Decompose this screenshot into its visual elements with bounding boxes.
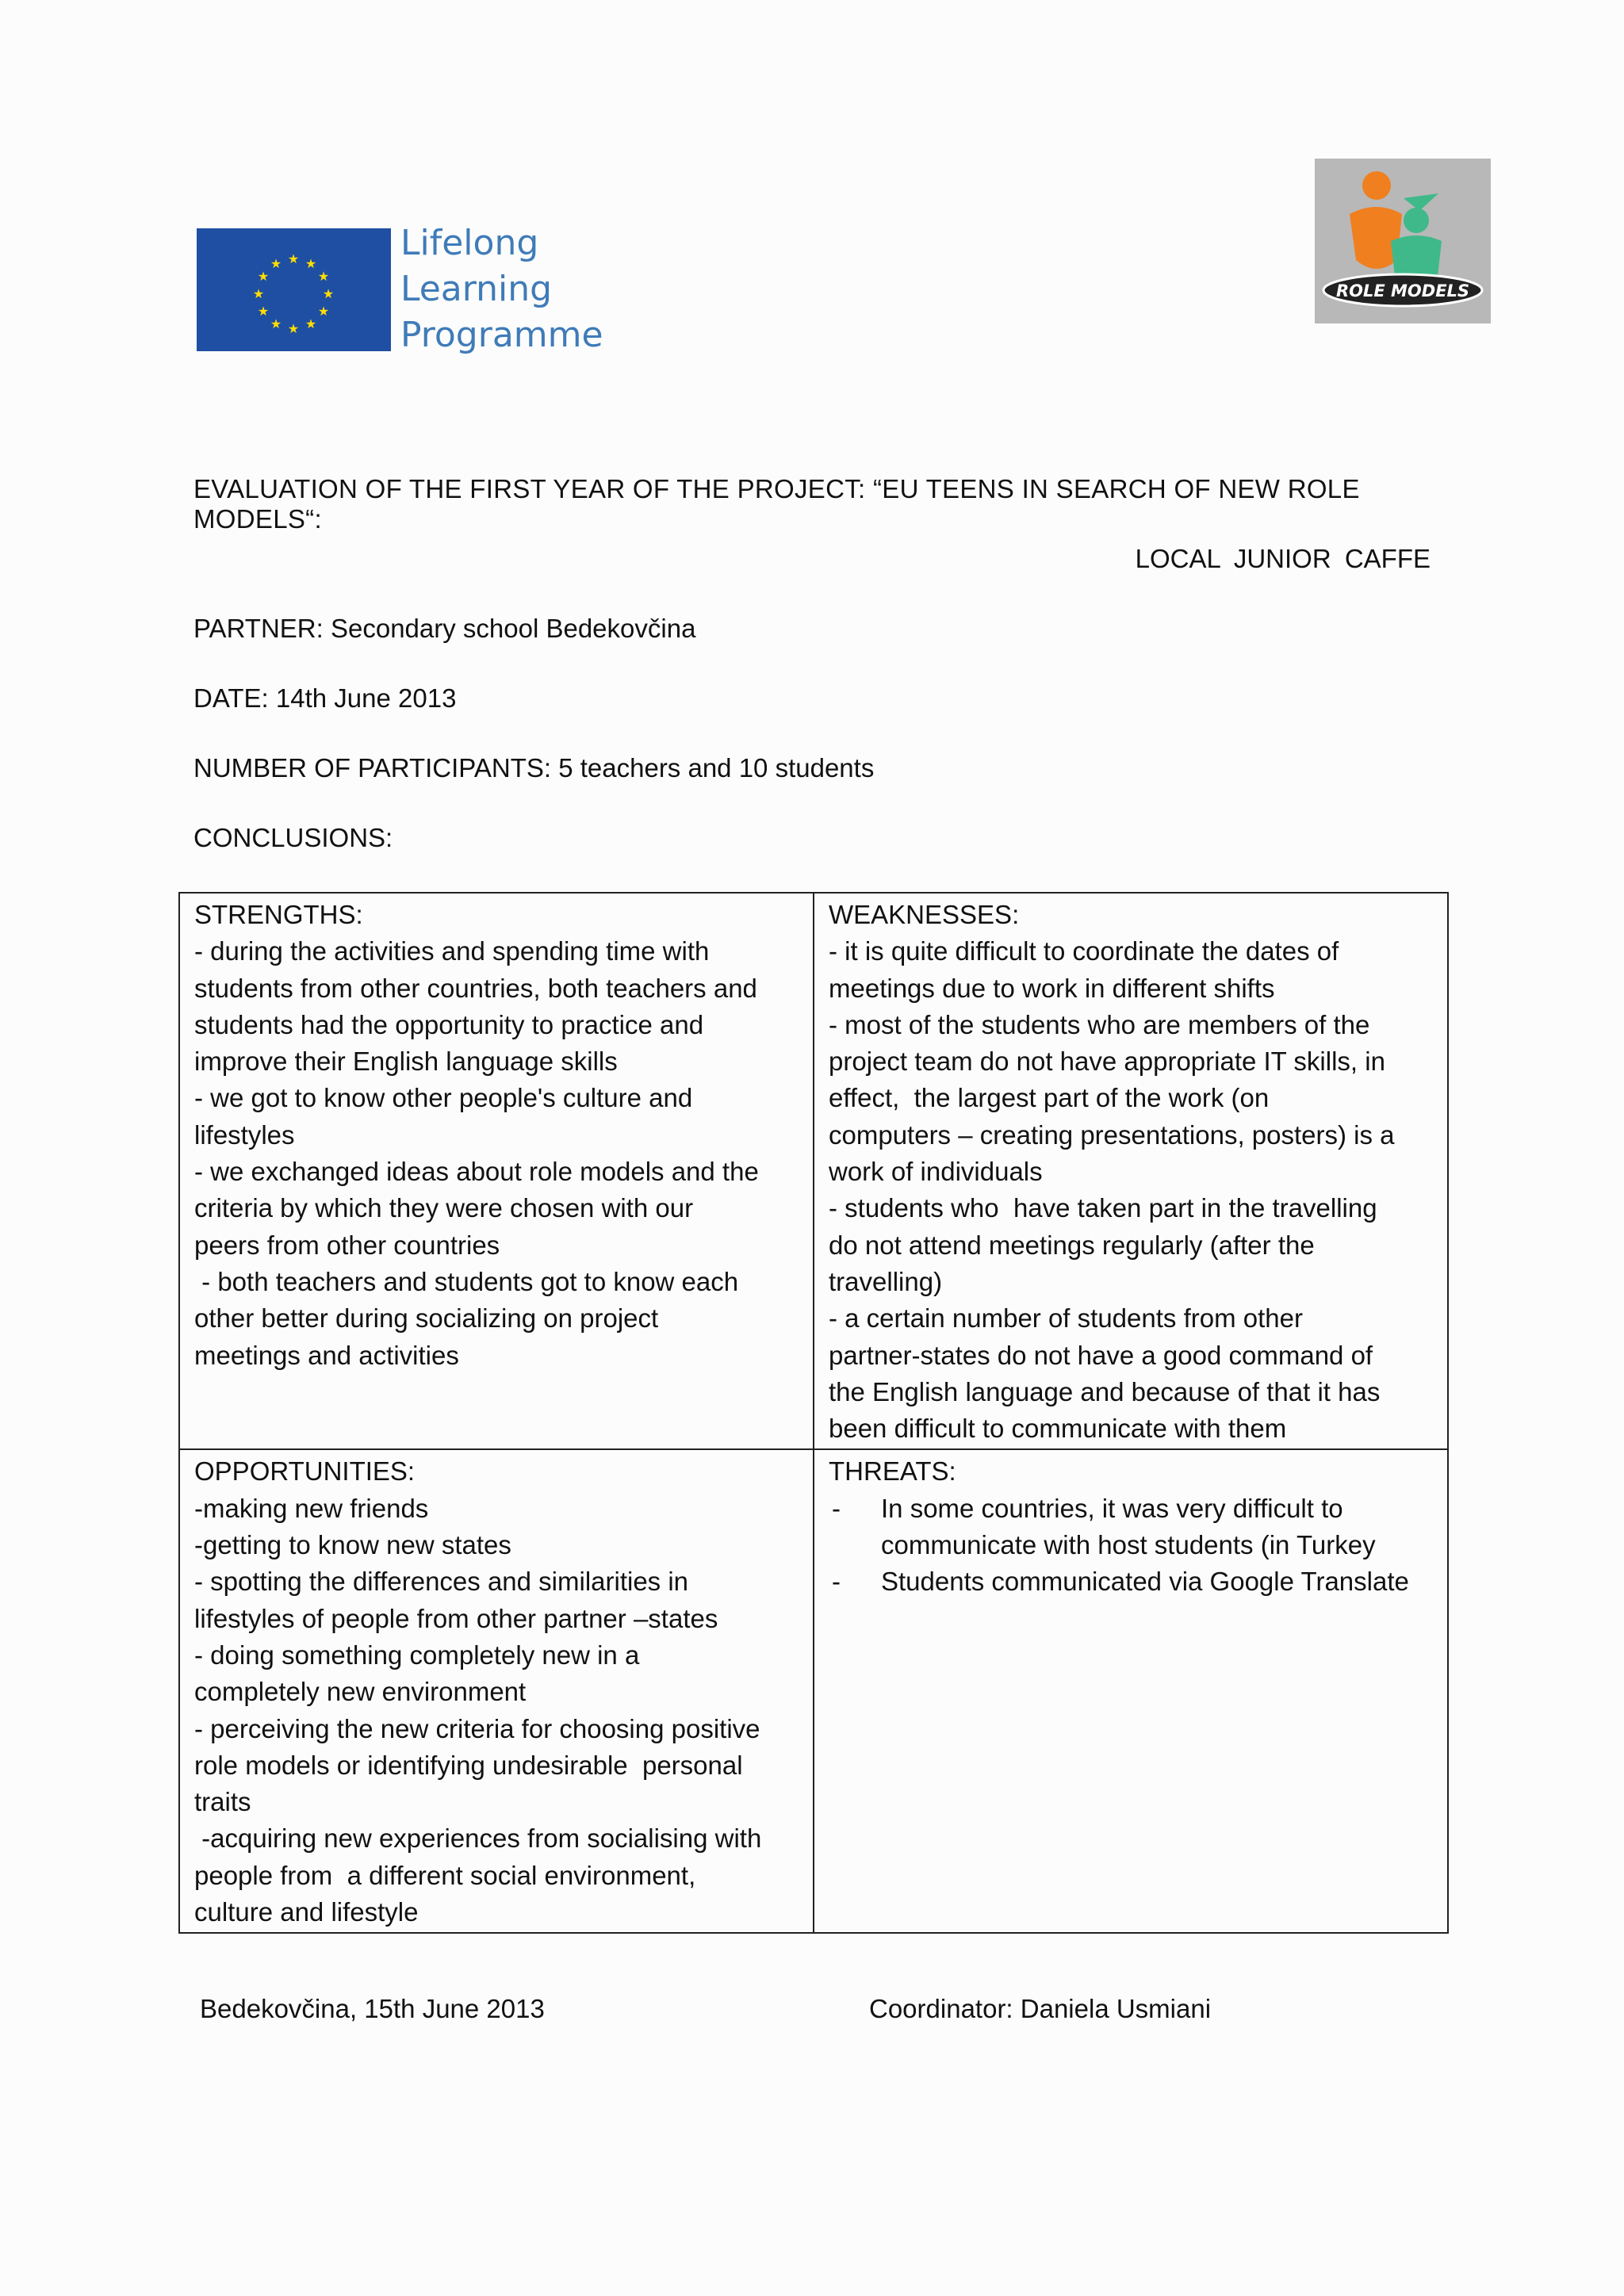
strengths-line: lifestyles xyxy=(194,1119,295,1150)
date-field: DATE: 14th June 2013 xyxy=(193,683,457,713)
strengths-line: - during the activities and spending time with xyxy=(194,936,710,966)
opportunities-line: culture and lifestyle xyxy=(194,1897,419,1927)
opportunities-line: lifestyles of people from other partner –states xyxy=(194,1603,718,1633)
coordinator: Coordinator: Daniela Usmiani xyxy=(869,1994,1212,2023)
weaknesses-line: partner-states do not have a good command of xyxy=(829,1340,1373,1370)
opportunities-line: -making new friends xyxy=(194,1493,429,1523)
weaknesses-line: - most of the students who are members of the xyxy=(829,1009,1370,1039)
weaknesses-line: - it is quite difficult to coordinate the dates of xyxy=(829,936,1339,966)
weaknesses-line: project team do not have appropriate IT skills, in xyxy=(829,1047,1385,1077)
llp-wordmark xyxy=(400,220,603,358)
strengths-line: - both teachers and students got to know each xyxy=(194,1266,739,1296)
document-title: EVALUATION OF THE FIRST YEAR OF THE PROJECT: “EU TEENS IN SEARCH OF NEW ROLE MODELS“: xyxy=(193,474,1360,534)
role-models-text: ROLE MODELS xyxy=(1335,281,1470,300)
opportunities-line: -acquiring new experiences from socialising with xyxy=(194,1823,762,1854)
svg-text:★: ★ xyxy=(257,303,270,319)
swot-row xyxy=(179,893,1448,1449)
svg-text:★: ★ xyxy=(304,316,317,331)
svg-text:★: ★ xyxy=(287,320,300,336)
document-subtitle: LOCAL JUNIOR CAFFE xyxy=(1135,544,1431,573)
swot-table xyxy=(178,892,1449,1934)
weaknesses-line: the English language and because of that it has xyxy=(829,1376,1381,1406)
threats-item: - Students communicated via Google Translate xyxy=(829,1563,1436,1600)
opportunities-line: completely new environment xyxy=(194,1677,527,1707)
lifelong-learning-logo xyxy=(197,198,641,381)
weaknesses-line: - students who have taken part in the travelling xyxy=(829,1193,1377,1223)
strengths-cell xyxy=(179,893,814,1449)
opportunities-line: -getting to know new states xyxy=(194,1530,511,1560)
threats-item: - In some countries, it was very difficult to communicate with host students (in Turkey xyxy=(829,1490,1436,1564)
threats-heading: THREATS: xyxy=(829,1456,956,1487)
svg-text:★: ★ xyxy=(270,255,282,271)
weaknesses-line: do not attend meetings regularly (after the xyxy=(829,1230,1315,1260)
svg-text:★: ★ xyxy=(317,303,330,319)
weaknesses-line: travelling) xyxy=(829,1266,943,1296)
threats-cell xyxy=(814,1449,1448,1933)
threats-list xyxy=(829,1490,1436,1601)
eu-flag-icon xyxy=(197,228,391,351)
participants-field: NUMBER OF PARTICIPANTS: 5 teachers and 10 students xyxy=(193,753,875,783)
weaknesses-line: - a certain number of students from other xyxy=(829,1303,1303,1334)
opportunities-line: people from a different social environment, xyxy=(194,1860,696,1890)
strengths-line: students had the opportunity to practice and xyxy=(194,1009,704,1039)
role-models-logo xyxy=(1315,159,1491,323)
weaknesses-line: meetings due to work in different shifts xyxy=(829,973,1275,1003)
svg-text:★: ★ xyxy=(304,255,317,271)
weaknesses-heading: WEAKNESSES: xyxy=(829,900,1020,929)
opportunities-cell xyxy=(179,1449,814,1933)
opportunities-line: traits xyxy=(194,1787,251,1817)
svg-text:★: ★ xyxy=(257,268,270,284)
svg-text:★: ★ xyxy=(322,285,335,301)
strengths-line: meetings and activities xyxy=(194,1340,459,1370)
strengths-line: students from other countries, both teachers and xyxy=(194,973,757,1003)
opportunities-line: - doing something completely new in a xyxy=(194,1640,640,1670)
opportunities-heading: OPPORTUNITIES: xyxy=(194,1456,416,1487)
llp-line-3: Programme xyxy=(400,315,603,355)
partner-field: PARTNER: Secondary school Bedekovčina xyxy=(193,614,696,643)
opportunities-line: - perceiving the new criteria for choosing positive xyxy=(194,1713,760,1743)
strengths-heading: STRENGTHS: xyxy=(194,900,363,929)
conclusions-heading: CONCLUSIONS: xyxy=(193,823,393,852)
svg-text:★: ★ xyxy=(287,251,300,266)
weaknesses-line: effect, the largest part of the work (on xyxy=(829,1083,1270,1113)
weaknesses-line: work of individuals xyxy=(829,1157,1043,1187)
svg-text:★: ★ xyxy=(270,316,282,331)
svg-text:★: ★ xyxy=(317,268,330,284)
weaknesses-line: been difficult to communicate with them xyxy=(829,1414,1287,1444)
strengths-line: other better during socializing on project xyxy=(194,1303,659,1334)
weaknesses-line: computers – creating presentations, posters) is a xyxy=(829,1119,1395,1150)
llp-line-1: Lifelong xyxy=(400,223,539,263)
swot-row xyxy=(179,1449,1448,1933)
place-date: Bedekovčina, 15th June 2013 xyxy=(200,1994,545,2023)
strengths-line: improve their English language skills xyxy=(194,1047,618,1077)
llp-line-2: Learning xyxy=(400,269,553,309)
opportunities-line: role models or identifying undesirable personal xyxy=(194,1750,743,1780)
strengths-line: - we exchanged ideas about role models and the xyxy=(194,1157,759,1187)
opportunities-line: - spotting the differences and similarities in xyxy=(194,1567,689,1597)
svg-text:★: ★ xyxy=(252,285,265,301)
strengths-line: peers from other countries xyxy=(194,1230,500,1260)
strengths-line: - we got to know other people's culture and xyxy=(194,1083,693,1113)
weaknesses-cell xyxy=(814,893,1448,1449)
strengths-line: criteria by which they were chosen with our xyxy=(194,1193,694,1223)
